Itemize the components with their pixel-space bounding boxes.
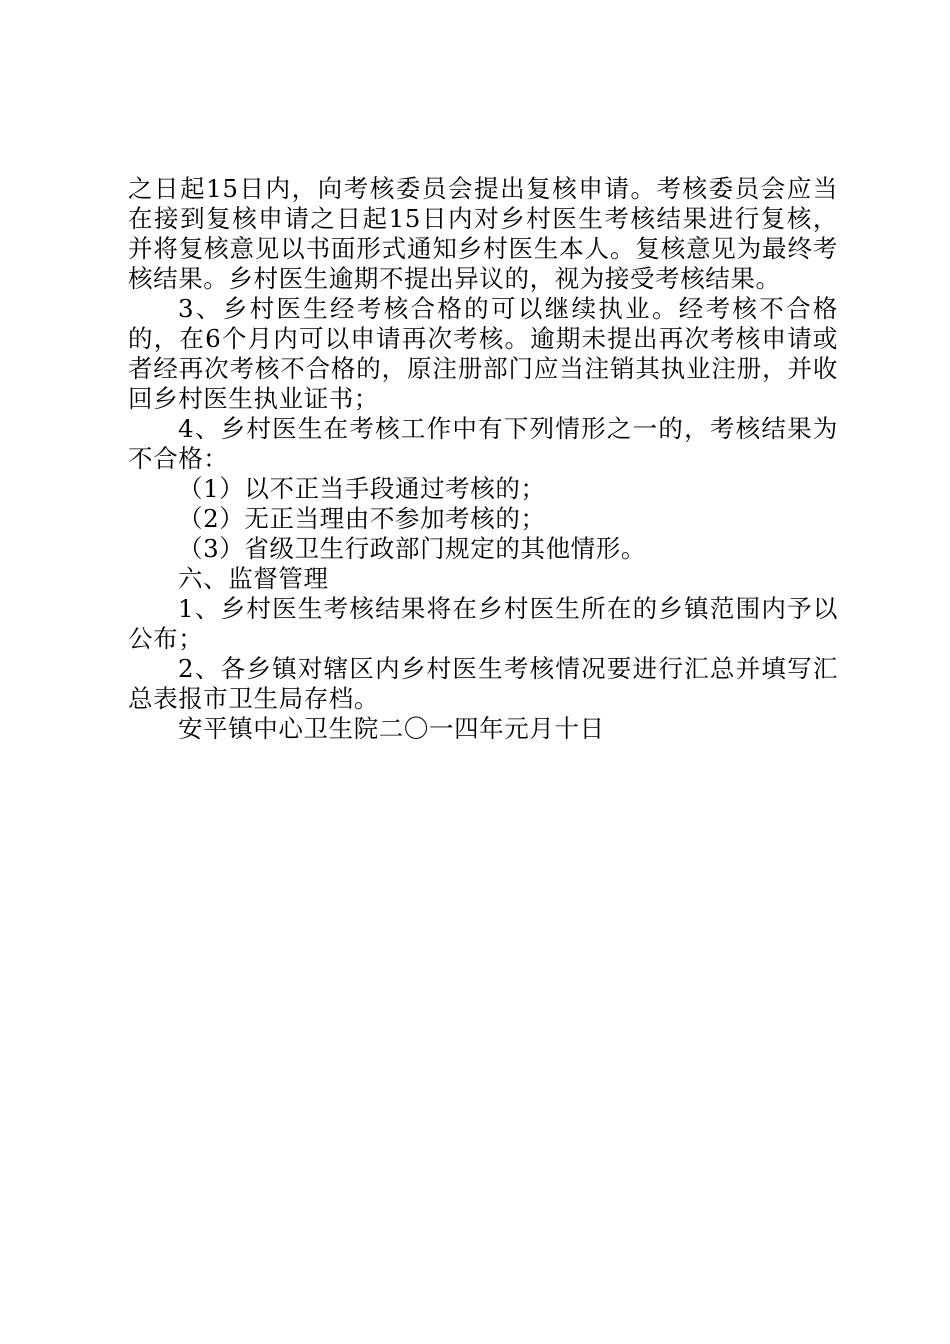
paragraph-supervision-1: 1、乡村医生考核结果将在乡村医生所在的乡镇范围内予以公布； [128, 594, 838, 653]
sub-item-3: （3）省级卫生行政部门规定的其他情形。 [178, 534, 646, 563]
paragraph-review-procedure: 之日起15日内，向考核委员会提出复核申请。考核委员会应当在接到复核申请之日起15日内对乡村医生考核结果进行复核，并将复核意见以书面形式通知乡村医生本人。复核意见为最终考核结果。乡村医生逾期不提出异议的，视为接受考核结果。 [128, 174, 838, 293]
paragraph-supervision-2: 2、各乡镇对辖区内乡村医生考核情况要进行汇总并填写汇总表报市卫生局存档。 [128, 654, 838, 713]
paragraph-item-3: 3、乡村医生经考核合格的可以继续执业。经考核不合格的，在6个月内可以申请再次考核。逾期未提出再次考核申请或者经再次考核不合格的，原注册部门应当注销其执业注册，并收回乡村医生执业证书； [128, 294, 838, 413]
section-heading-supervision: 六、监督管理 [178, 564, 329, 593]
document-body [128, 174, 838, 744]
signature-line: 安平镇中心卫生院二〇一四年元月十日 [178, 714, 605, 743]
sub-item-2: （2）无正当理由不参加考核的； [178, 504, 546, 533]
paragraph-item-4: 4、乡村医生在考核工作中有下列情形之一的，考核结果为不合格： [128, 414, 838, 473]
sub-item-1: （1）以不正当手段通过考核的； [178, 474, 546, 503]
